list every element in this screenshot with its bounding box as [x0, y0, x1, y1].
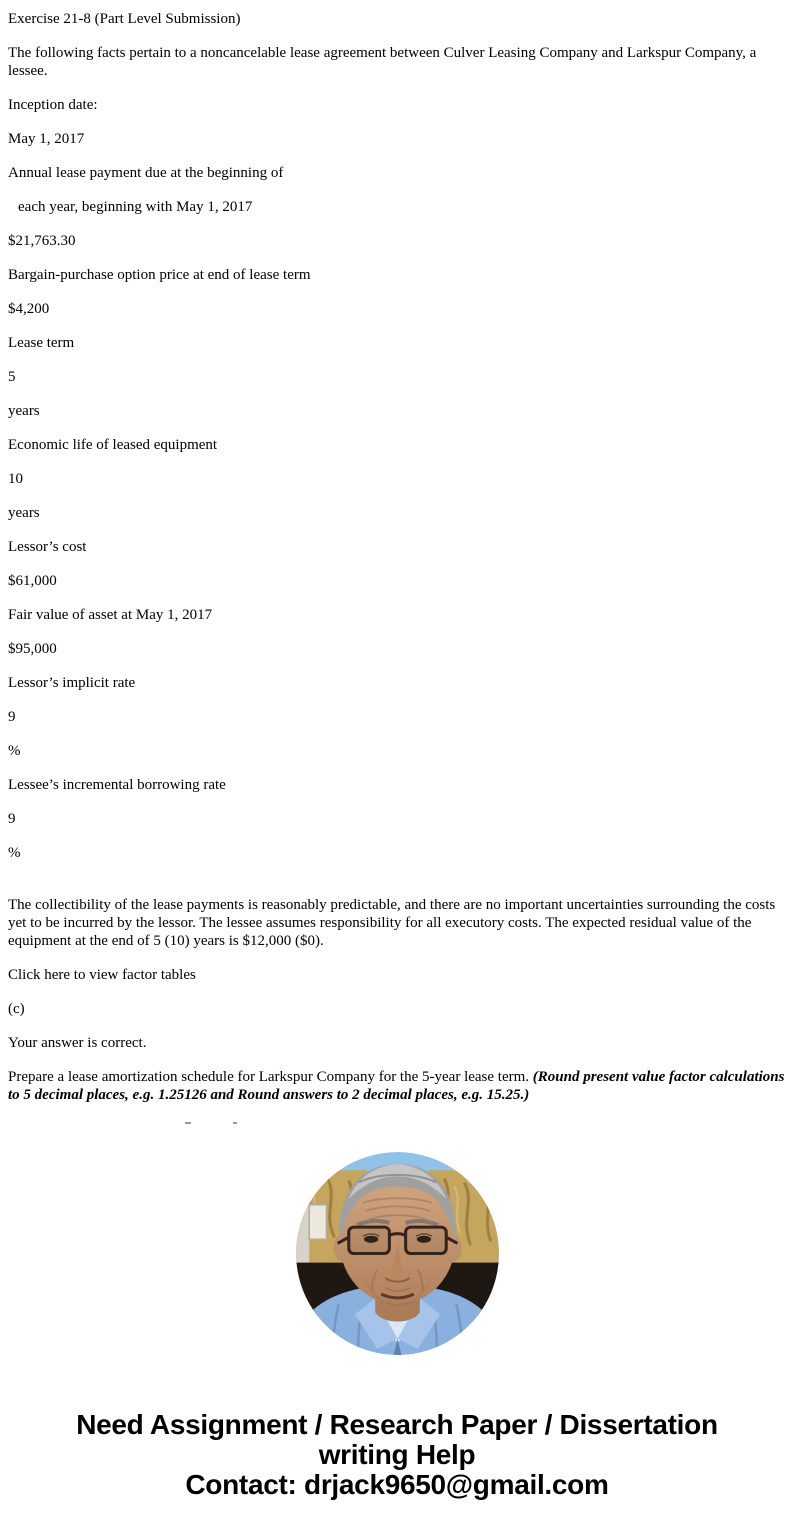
cropped-text-artifact: [185, 1122, 786, 1125]
fact-line-lease-term-unit: years: [8, 403, 40, 419]
instruction-paragraph: [8, 1068, 786, 1104]
fact-line-annual-payment-label-2: each year, beginning with May 1, 2017: [18, 199, 253, 215]
fact-line-fair-value-value: $95,000: [8, 641, 57, 657]
factor-tables-link-text[interactable]: Click here to view factor tables: [8, 967, 196, 983]
fact-line-economic-life-unit: years: [8, 505, 40, 521]
intro-paragraph: The following facts pertain to a noncancelable lease agreement between Culver Leasing Company and Larkspur Company, a lessee.: [8, 45, 757, 79]
instruction-text: Prepare a lease amortization schedule for Larkspur Company for the 5-year lease term.: [8, 1069, 530, 1085]
fact-line-fair-value-label: Fair value of asset at May 1, 2017: [8, 607, 213, 623]
fact-line-implicit-rate-label: Lessor’s implicit rate: [8, 675, 136, 691]
fact-line-incremental-rate-label: Lessee’s incremental borrowing rate: [8, 777, 226, 793]
cropped-text-speck: [233, 1122, 237, 1124]
fact-line-economic-life-label: Economic life of leased equipment: [8, 437, 218, 453]
factor-tables-link[interactable]: [8, 966, 786, 984]
help-banner-line-2: writing Help: [318, 1439, 476, 1470]
fact-line-incremental-rate-value: 9: [8, 811, 16, 827]
exercise-title: Exercise 21-8 (Part Level Submission): [8, 11, 241, 27]
fact-line-implicit-rate-unit: %: [8, 743, 21, 759]
fact-line-bpo-value: $4,200: [8, 301, 50, 317]
instruction-rounding-note: (Round present value factor calculations to 5 decimal places, e.g. 1.25126 and Round answers to 2 decimal places, e.g. 15.25.): [8, 1069, 785, 1103]
fact-line-inception-label: Inception date:: [8, 97, 98, 113]
instructor-photo: [296, 1152, 499, 1355]
fact-line-incremental-rate-unit: %: [8, 845, 21, 861]
fact-line-lease-term-value: 5: [8, 369, 16, 385]
fact-line-annual-payment-label: Annual lease payment due at the beginning of: [8, 165, 284, 181]
fact-line-annual-payment-value: $21,763.30: [8, 233, 76, 249]
fact-line-lessor-cost-value: $61,000: [8, 573, 57, 589]
fact-line-lease-term-label: Lease term: [8, 335, 75, 351]
part-label: (c): [8, 1001, 25, 1017]
fact-line-implicit-rate-value: 9: [8, 709, 16, 725]
instructor-photo-graphic: [296, 1152, 499, 1355]
fact-line-inception-date: May 1, 2017: [8, 131, 85, 147]
instructor-photo-container: [8, 1152, 786, 1360]
collectibility-paragraph: The collectibility of the lease payments is reasonably predictable, and there are no important uncertainties surrounding the costs yet to be incurred by the lessor. The lessee assumes responsibility for all executory costs. The expected residual value of the equipment at the end of 5 (10) years is $12,000 ($0).: [8, 897, 776, 949]
fact-line-bpo-label: Bargain-purchase option price at end of lease term: [8, 267, 311, 283]
fact-line-economic-life-value: 10: [8, 471, 23, 487]
help-banner: [8, 1410, 786, 1500]
answer-status: Your answer is correct.: [8, 1035, 147, 1051]
help-banner-line-1: Need Assignment / Research Paper / Dissertation: [76, 1409, 718, 1440]
help-banner-line-3: Contact: drjack9650@gmail.com: [185, 1469, 609, 1500]
fact-line-lessor-cost-label: Lessor’s cost: [8, 539, 87, 555]
